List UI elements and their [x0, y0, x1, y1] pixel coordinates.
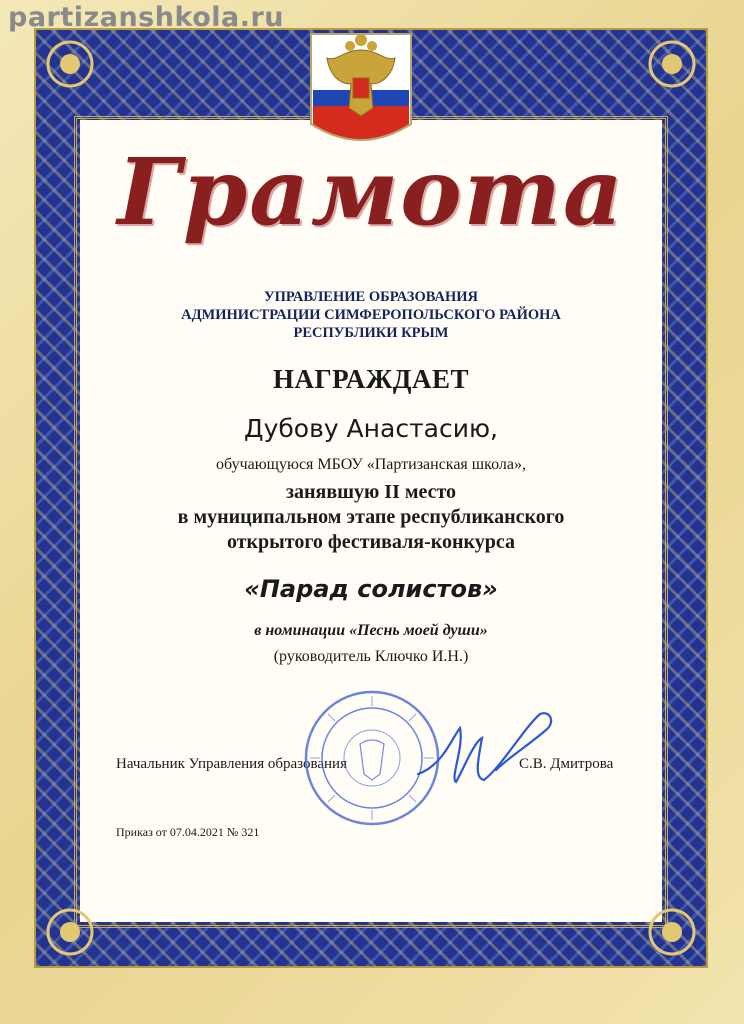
place-line: открытого фестиваля-конкурса [226, 531, 516, 553]
awardee-name: Дубову Анастасию, [244, 414, 498, 443]
issuer-line: РЕСПУБЛИКИ КРЫМ [293, 325, 449, 341]
handwritten-signature [412, 708, 562, 798]
certificate-title: Грамота [117, 138, 625, 246]
issuer-block [80, 288, 662, 342]
signatory-title: Начальник Управления образования [116, 756, 347, 772]
issuer-line: АДМИНИСТРАЦИИ СИМФЕРОПОЛЬСКОГО РАЙОНА [181, 307, 561, 323]
watermark-text: partizanshkola.ru [8, 2, 285, 33]
order-reference: Приказ от 07.04.2021 № 321 [116, 825, 260, 839]
leader-line: (руководитель Ключко И.Н.) [273, 648, 469, 665]
place-line: занявшую II место [285, 481, 457, 503]
student-of-line: обучающуюся МБОУ «Партизанская школа», [216, 456, 526, 473]
place-block [80, 480, 662, 555]
corner-ornament-icon [40, 902, 100, 962]
corner-ornament-icon [642, 34, 702, 94]
awards-heading: НАГРАЖДАЕТ [272, 364, 469, 394]
corner-ornament-icon [40, 34, 100, 94]
issuer-line: УПРАВЛЕНИЕ ОБРАЗОВАНИЯ [263, 289, 478, 305]
contest-name: «Парад солистов» [244, 575, 498, 603]
signatory-name: С.В. Дмитрова [519, 756, 614, 772]
place-line: в муниципальном этапе республиканского [177, 506, 565, 528]
corner-ornament-icon [642, 902, 702, 962]
nomination-line: в номинации «Песнь моей души» [254, 622, 488, 639]
